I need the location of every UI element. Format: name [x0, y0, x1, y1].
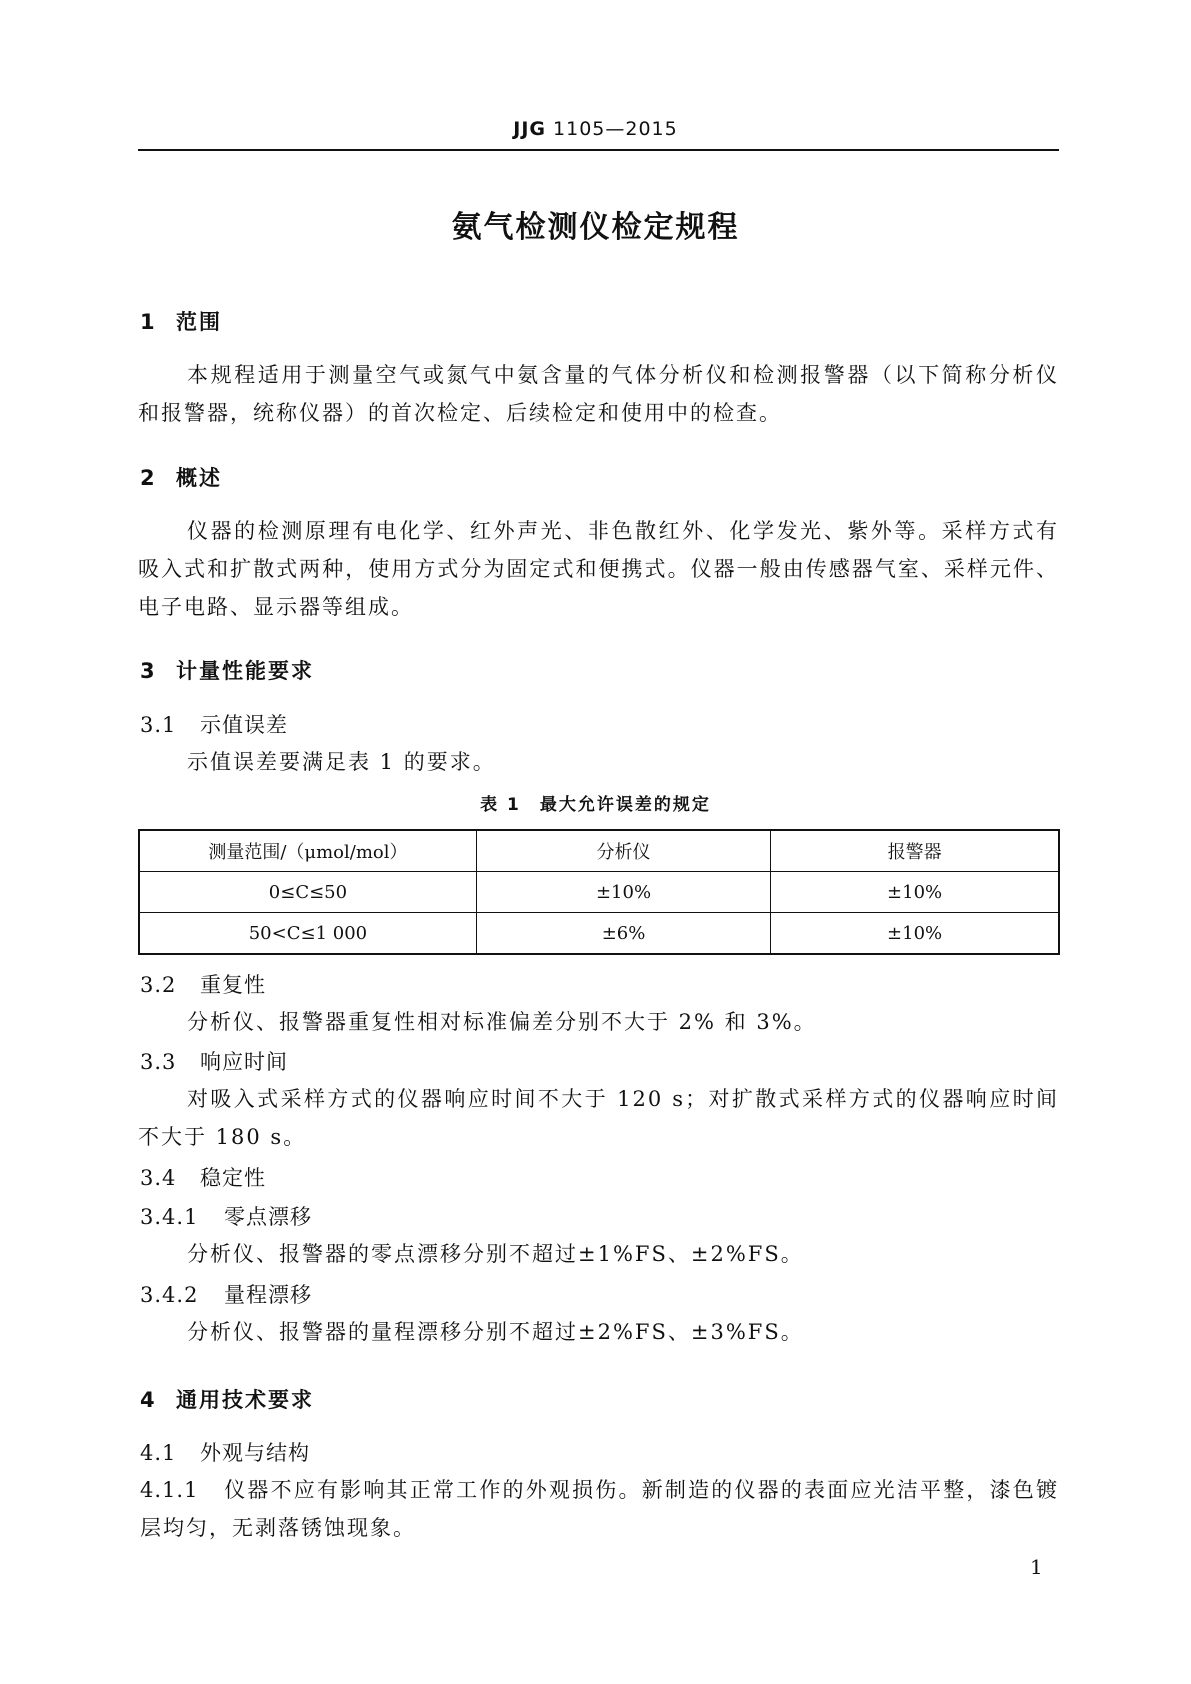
section-3-2-paragraph: 分析仪、报警器重复性相对标准偏差分别不大于 2% 和 3%。 — [187, 1010, 817, 1034]
section-3-4-2-paragraph: 分析仪、报警器的量程漂移分别不超过±2%FS、±3%FS。 — [187, 1320, 804, 1344]
header-rule — [138, 149, 1059, 151]
table-header-row — [139, 830, 1059, 872]
section-3-1-heading: 3.1 示值误差 — [140, 713, 288, 737]
section-3-3-heading: 3.3 响应时间 — [140, 1050, 288, 1074]
table-cell: ±10% — [771, 913, 1059, 955]
header-number: 1105—2015 — [553, 118, 678, 140]
table-row — [139, 872, 1059, 913]
page-header — [0, 118, 1191, 140]
section-3-4-2-heading: 3.4.2 量程漂移 — [140, 1283, 312, 1307]
section-4-1-1-num: 4.1.1 — [140, 1478, 199, 1502]
table-row — [139, 913, 1059, 955]
section-3-4-1-paragraph: 分析仪、报警器的零点漂移分别不超过±1%FS、±2%FS。 — [187, 1242, 804, 1266]
section-3-2-heading: 3.2 重复性 — [140, 973, 266, 997]
section-4-1-1-paragraph — [140, 1471, 1059, 1547]
table-1 — [138, 829, 1060, 955]
table-1-caption: 表 1 最大允许误差的规定 — [480, 795, 711, 815]
section-4-heading: 4 通用技术要求 — [140, 1388, 314, 1412]
section-3-heading: 3 计量性能要求 — [140, 659, 314, 683]
table-cell: 50<C≤1 000 — [139, 913, 476, 955]
section-3-4-heading: 3.4 稳定性 — [140, 1166, 266, 1190]
table-cell: ±10% — [476, 872, 770, 913]
page-number: 1 — [1030, 1555, 1043, 1579]
section-1-paragraph: 本规程适用于测量空气或氮气中氨含量的气体分析仪和检测报警器（以下简称分析仪和报警器，统称仪器）的首次检定、后续检定和使用中的检查。 — [138, 363, 1059, 425]
section-4-1-1-text: 仪器不应有影响其正常工作的外观损伤。新制造的仪器的表面应光洁平整，漆色镀层均匀，无剥落锈蚀现象。 — [140, 1478, 1059, 1540]
section-1-heading: 1 范围 — [140, 310, 222, 334]
section-2-paragraph: 仪器的检测原理有电化学、红外声光、非色散红外、化学发光、紫外等。采样方式有吸入式和扩散式两种，使用方式分为固定式和便携式。仪器一般由传感器气室、采样元件、电子电路、显示器等组成。 — [138, 519, 1059, 619]
header-code: JJG — [513, 118, 546, 140]
table-header-analyzer: 分析仪 — [476, 830, 770, 872]
page-title: 氨气检测仪检定规程 — [451, 210, 740, 245]
table-cell: ±10% — [771, 872, 1059, 913]
table-cell: ±6% — [476, 913, 770, 955]
section-3-1-paragraph: 示值误差要满足表 1 的要求。 — [187, 750, 496, 774]
section-4-1-heading: 4.1 外观与结构 — [140, 1441, 310, 1465]
section-3-4-1-heading: 3.4.1 零点漂移 — [140, 1205, 312, 1229]
table-cell: 0≤C≤50 — [139, 872, 476, 913]
table-header-alarm: 报警器 — [771, 830, 1059, 872]
section-2-heading: 2 概述 — [140, 466, 222, 490]
section-3-3-paragraph: 对吸入式采样方式的仪器响应时间不大于 120 s；对扩散式采样方式的仪器响应时间不大于 180 s。 — [138, 1087, 1059, 1149]
table-header-range: 测量范围/（μmol/mol） — [139, 830, 476, 872]
